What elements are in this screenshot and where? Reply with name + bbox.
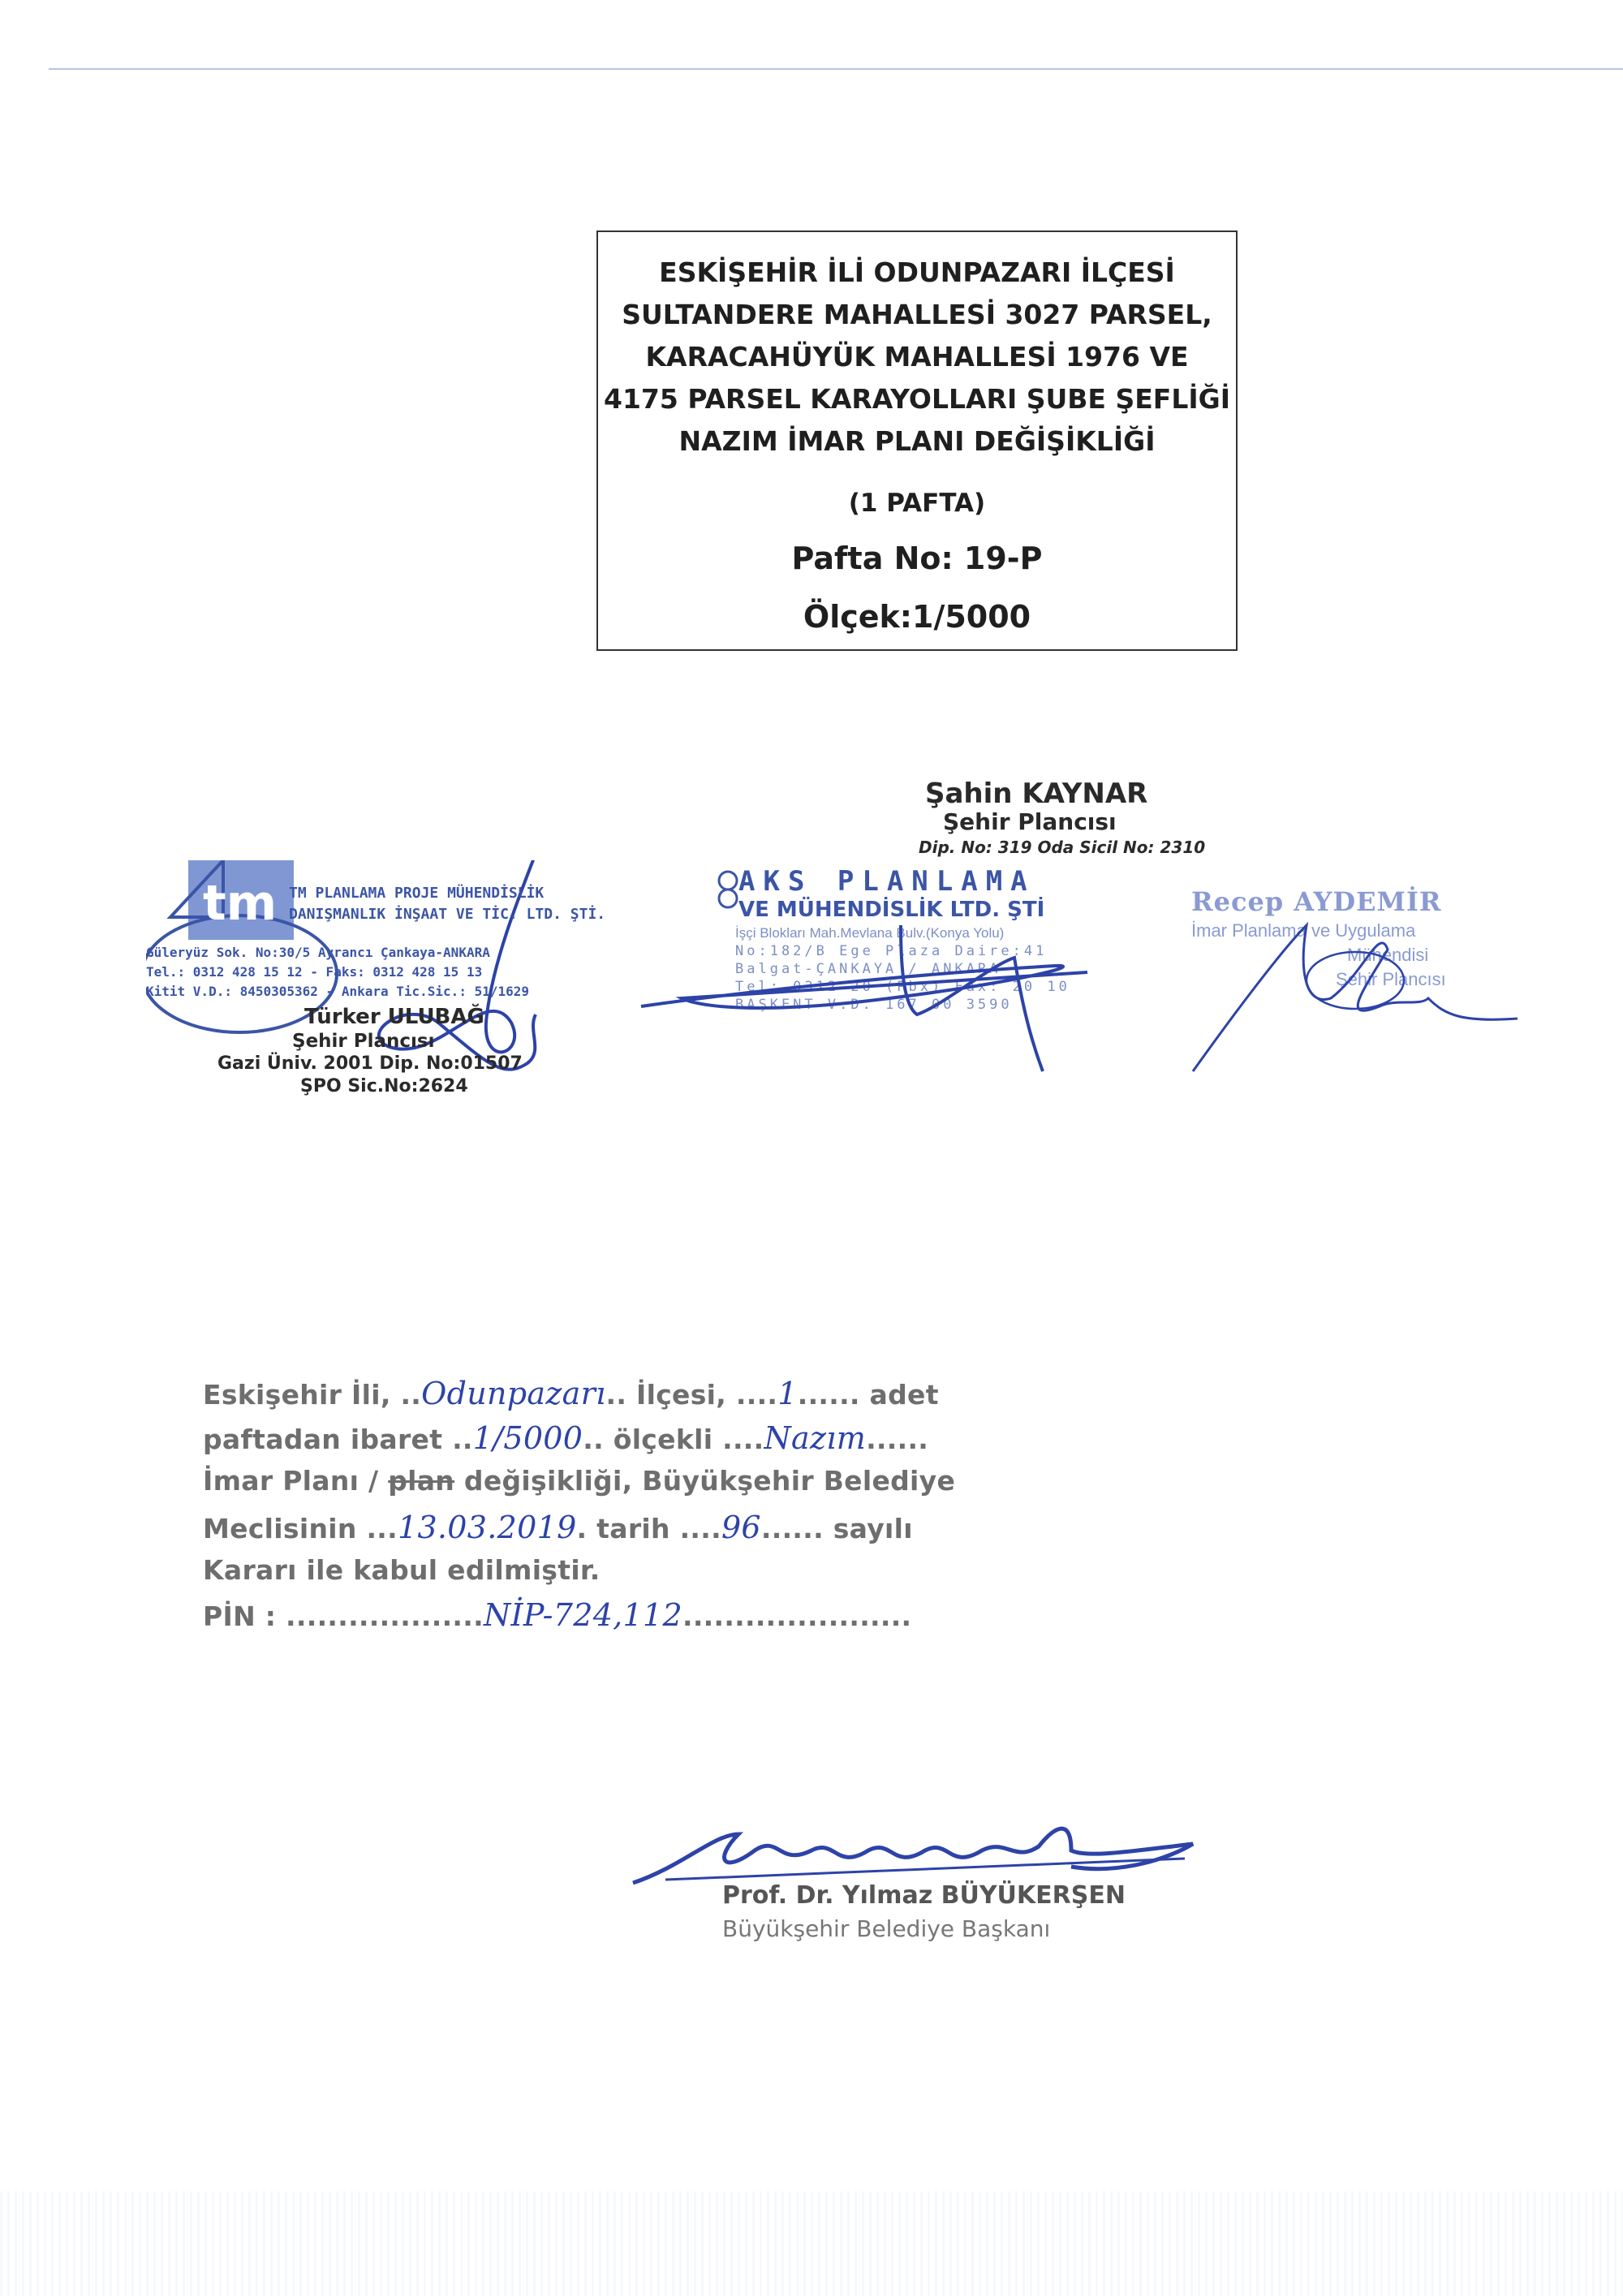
approval-line-4-text-b: . tarih .... xyxy=(576,1513,721,1544)
tm-address-line3: Kitit V.D.: 8450305362 - Ankara Tic.Sic.: 51/1629 xyxy=(146,984,530,999)
approval-line-1 xyxy=(203,1376,939,1411)
approval-line-4-text-c: ...... sayılı xyxy=(760,1513,913,1544)
handwritten-sheet-count: 1 xyxy=(777,1376,798,1411)
tm-address-line2: Tel.: 0312 428 15 12 - Faks: 0312 428 15 13 xyxy=(146,964,483,980)
scan-noise xyxy=(0,2191,1623,2296)
aks-address-line5: BAŞKENT V.D. 167 00 3590 xyxy=(735,997,1013,1013)
aks-person-diploma: Dip. No: 319 Oda Sicil No: 2310 xyxy=(919,838,1206,857)
tm-company-line1: TM PLANLAMA PROJE MÜHENDİSLİK xyxy=(289,885,545,902)
aks-company-line1: AKS PLANLAMA xyxy=(738,865,1035,898)
title-box xyxy=(596,230,1238,651)
approval-line-3-text-b: değişikliği, Büyükşehir Belediye xyxy=(454,1465,956,1497)
tm-person-name: Türker ULUBAĞ xyxy=(304,1005,484,1029)
approval-line-2-text-a: paftadan ibaret .. xyxy=(203,1424,473,1455)
aks-person-role: Şehir Plancısı xyxy=(943,808,1117,835)
handwritten-scale: 1/5000 xyxy=(472,1420,583,1456)
approval-line-6 xyxy=(203,1597,911,1633)
approval-line-2-text-c: ...... xyxy=(866,1424,929,1455)
aks-address-line4: Tel: 0312 20 (Pbx) Fax: 20 10 xyxy=(735,979,1070,995)
approval-line-4 xyxy=(203,1510,913,1545)
aks-address-line2: No:182/B Ege Plaza Daire:41 xyxy=(735,943,1048,959)
top-rule xyxy=(49,68,1623,70)
approval-line-4-text-a: Meclisinin ... xyxy=(203,1513,398,1544)
scale: Ölçek:1/5000 xyxy=(803,599,1031,635)
mayor-title: Büyükşehir Belediye Başkanı xyxy=(722,1915,1051,1942)
tm-person-diploma: Gazi Üniv. 2001 Dip. No:01507 xyxy=(217,1053,523,1074)
approval-line-3 xyxy=(203,1465,955,1497)
approval-line-3-text-a: İmar Planı / xyxy=(203,1465,389,1497)
recep-signature xyxy=(1185,877,1542,1088)
pafta-number: Pafta No: 19-P xyxy=(791,541,1043,576)
handwritten-pin: NİP-724,112 xyxy=(483,1597,682,1633)
title-line-3: KARACAHÜYÜK MAHALLESİ 1976 VE xyxy=(645,341,1189,373)
tm-company-line2: DANIŞMANLIK İNŞAAT VE TİC. LTD. ŞTİ. xyxy=(289,906,606,923)
tm-person-registry: ŞPO Sic.No:2624 xyxy=(300,1076,468,1096)
handwritten-district: Odunpazarı xyxy=(421,1376,606,1411)
approval-line-6-text-b: ...................... xyxy=(682,1600,912,1632)
approval-line-5: Kararı ile kabul edilmiştir. xyxy=(203,1554,601,1586)
aks-person-name: Şahin KAYNAR xyxy=(925,778,1148,810)
title-line-5: NAZIM İMAR PLANI DEĞİŞİKLİĞİ xyxy=(678,425,1156,457)
tm-address-line1: Güleryüz Sok. No:30/5 Ayrancı Çankaya-ANKARA xyxy=(146,945,490,960)
aks-signature xyxy=(633,763,1201,1104)
approval-line-6-text-a: PİN : ................... xyxy=(203,1600,484,1632)
approval-line-1-text-b: .. İlçesi, .... xyxy=(605,1379,778,1411)
recep-role-line1: İmar Planlama ve Uygulama xyxy=(1191,920,1416,941)
aks-company-line2: VE MÜHENDİSLİK LTD. ŞTİ xyxy=(738,898,1045,922)
handwritten-date: 13.03.2019 xyxy=(397,1510,577,1545)
recep-role-line2: Mühendisi xyxy=(1347,945,1429,965)
approval-line-2-text-b: .. ölçekli .... xyxy=(583,1424,764,1455)
aks-address-line3: Balgat-ÇANKAYA / ANKARA xyxy=(735,961,1001,977)
approval-line-2 xyxy=(203,1420,928,1456)
approval-line-1-text-c: ...... adet xyxy=(797,1379,939,1411)
handwritten-plan-type: Nazım xyxy=(764,1420,867,1456)
struck-word: plan xyxy=(388,1465,455,1497)
aks-stamp xyxy=(633,763,1206,1104)
mayor-name: Prof. Dr. Yılmaz BÜYÜKERŞEN xyxy=(722,1881,1126,1910)
recep-stamp xyxy=(1185,877,1542,1088)
title-line-4: 4175 PARSEL KARAYOLLARI ŞUBE ŞEFLİĞİ xyxy=(604,383,1230,415)
recep-name: Recep AYDEMİR xyxy=(1191,886,1442,917)
tm-logo: tm xyxy=(203,875,278,932)
recep-role-line3: Şehir Plancısı xyxy=(1336,969,1446,989)
aks-address-line1: İşçi Blokları Mah.Mevlana Bulv.(Konya Yolu) xyxy=(735,925,1005,941)
title-line-2: SULTANDERE MAHALLESİ 3027 PARSEL, xyxy=(622,299,1212,330)
handwritten-decision-number: 96 xyxy=(721,1510,761,1545)
approval-line-1-text-a: Eskişehir İli, .. xyxy=(203,1379,422,1411)
pafta-count: (1 PAFTA) xyxy=(848,489,986,518)
tm-person-role: Şehir Plancısı xyxy=(292,1031,435,1052)
tm-stamp xyxy=(146,860,649,1120)
title-line-1: ESKİŞEHİR İLİ ODUNPAZARI İLÇESİ xyxy=(659,256,1175,288)
